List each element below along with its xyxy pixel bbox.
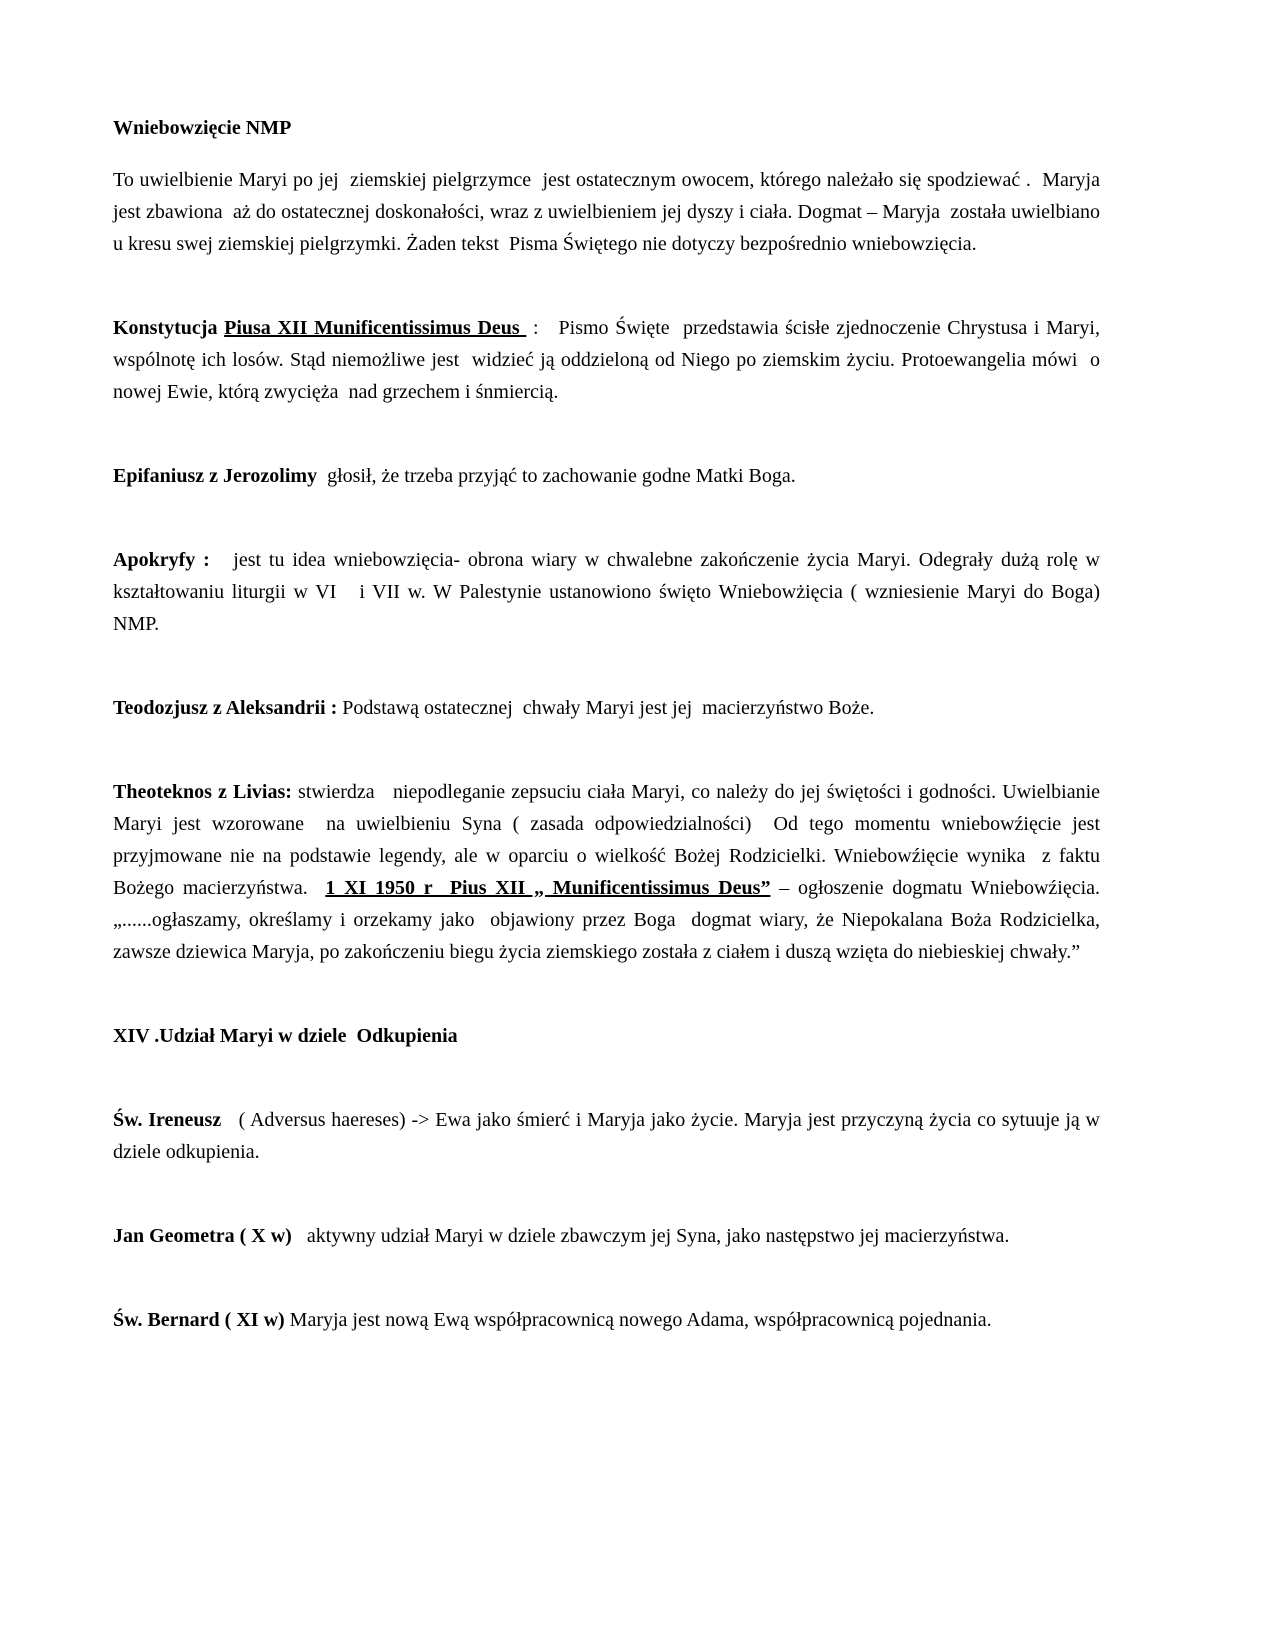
document-title: Wniebowzięcie NMP bbox=[113, 117, 292, 139]
paragraph-geometra bbox=[113, 1220, 1100, 1252]
bernard-body-text: Maryja jest nową Ewą współpracownicą nowego Adama, współpracownicą pojednania. bbox=[289, 1309, 992, 1331]
paragraph-teodozjusz bbox=[113, 692, 1100, 724]
teodozjusz-body-text: Podstawą ostatecznej chwały Maryi jest jej macierzyństwo Boże. bbox=[342, 697, 875, 719]
konstytucja-body-text: : Pismo Święte przedstawia ścisłe zjednoczenie Chrystusa i Maryi, wspólnotę ich losów. Stąd niemożliwe jest widzieć ją oddzieloną od Niego po ziemskim życiu. Protoewangelia mówi o nowej Ewie, którą zwycięża nad grzechem i śnmiercią. bbox=[113, 317, 1105, 403]
theoteknos-body-text-1: stwierdza niepodleganie zepsuciu ciała Maryi, co należy do jej świętości i godności. Uwielbianie Maryi jest wzorowane na uwielbieniu Syna ( zasada odpowiedzialności) Od tego momentu wniebowźięcie jest przyjmowane nie na podstawie legendy, ale w oparciu o wielkość Bożej Rodzicielki. Wniebowźięcie wynika z faktu Bożego macierzyństwa. bbox=[113, 781, 1106, 899]
epifaniusz-body-text: głosił, że trzeba przyjąć to zachowanie godne Matki Boga. bbox=[322, 465, 796, 487]
epifaniusz-lead-bold: Epifaniusz z Jerozolimy bbox=[113, 465, 323, 487]
paragraph-intro-text: To uwielbienie Maryi po jej ziemskiej pielgrzymce jest ostatecznym owocem, którego należało się spodziewać . Maryja jest zbawiona aż do ostatecznej doskonałości, wraz z uwielbieniem jej dyszy i ciała. Dogmat – Maryja została uwielbiano u kresu swej ziemskiej pielgrzymki. Żaden tekst Pisma Świętego nie dotyczy bezpośrednio wniebowzięcia. bbox=[113, 169, 1105, 255]
paragraph-theoteknos bbox=[113, 776, 1116, 968]
apokryfy-body-text: jest tu idea wniebowzięcia- obrona wiary w chwalebne zakończenie życia Maryi. Odegrały dużą rolę w kształtowaniu liturgii w VI i VII w. W Palestynie ustanowiono święto Wniebowżięcia ( wzniesienie Maryi do Boga) NMP. bbox=[113, 549, 1106, 635]
paragraph-ireneusz bbox=[113, 1104, 1105, 1168]
theoteknos-lead-bold: Theoteknos z Livias: bbox=[113, 781, 299, 803]
theoteknos-dogma-date-underlined: 1 XI 1950 r Pius XII „ Munificentissimus Deus” bbox=[325, 877, 771, 899]
apokryfy-lead-bold: Apokryfy : bbox=[113, 549, 218, 571]
paragraph-intro bbox=[113, 164, 1105, 260]
geometra-lead-bold: Jan Geometra ( X w) bbox=[113, 1225, 297, 1247]
paragraph-epifaniusz bbox=[113, 460, 1100, 492]
ireneusz-body-text: ( Adversus haereses) -> Ewa jako śmierć i Maryja jako życie. Maryja jest przyczyną życia co sytuuje ją w dziele odkupienia. bbox=[113, 1109, 1105, 1163]
konstytucja-title-underlined: Piusa XII Munificentissimus Deus bbox=[224, 317, 527, 339]
paragraph-apokryfy bbox=[113, 544, 1106, 640]
geometra-body-text: aktywny udział Maryi w dziele zbawczym jej Syna, jako następstwo jej macierzyństwa. bbox=[296, 1225, 1010, 1247]
ireneusz-lead-bold: Św. Ireneusz bbox=[113, 1109, 228, 1131]
bernard-lead-bold: Św. Bernard ( XI w) bbox=[113, 1309, 290, 1331]
paragraph-bernard bbox=[113, 1304, 1100, 1336]
theoteknos-body-text-2: – ogłoszenie dogmatu Wniebowźięcia. „......ogłaszamy, określamy i orzekamy jako objawiony przez Boga dogmat wiary, że Niepokalana Boża Rodzicielka, zawsze dziewica Maryja, po zakończeniu biegu życia ziemskiego została z ciałem i duszą wzięta do niebieskiej chwały.” bbox=[113, 877, 1116, 963]
teodozjusz-lead-bold: Teodozjusz z Aleksandrii : bbox=[113, 697, 343, 719]
paragraph-konstytucja bbox=[113, 312, 1105, 408]
section-heading-xiv: XIV .Udział Maryi w dziele Odkupienia bbox=[113, 1025, 458, 1047]
konstytucja-lead-bold: Konstytucja bbox=[113, 317, 225, 339]
